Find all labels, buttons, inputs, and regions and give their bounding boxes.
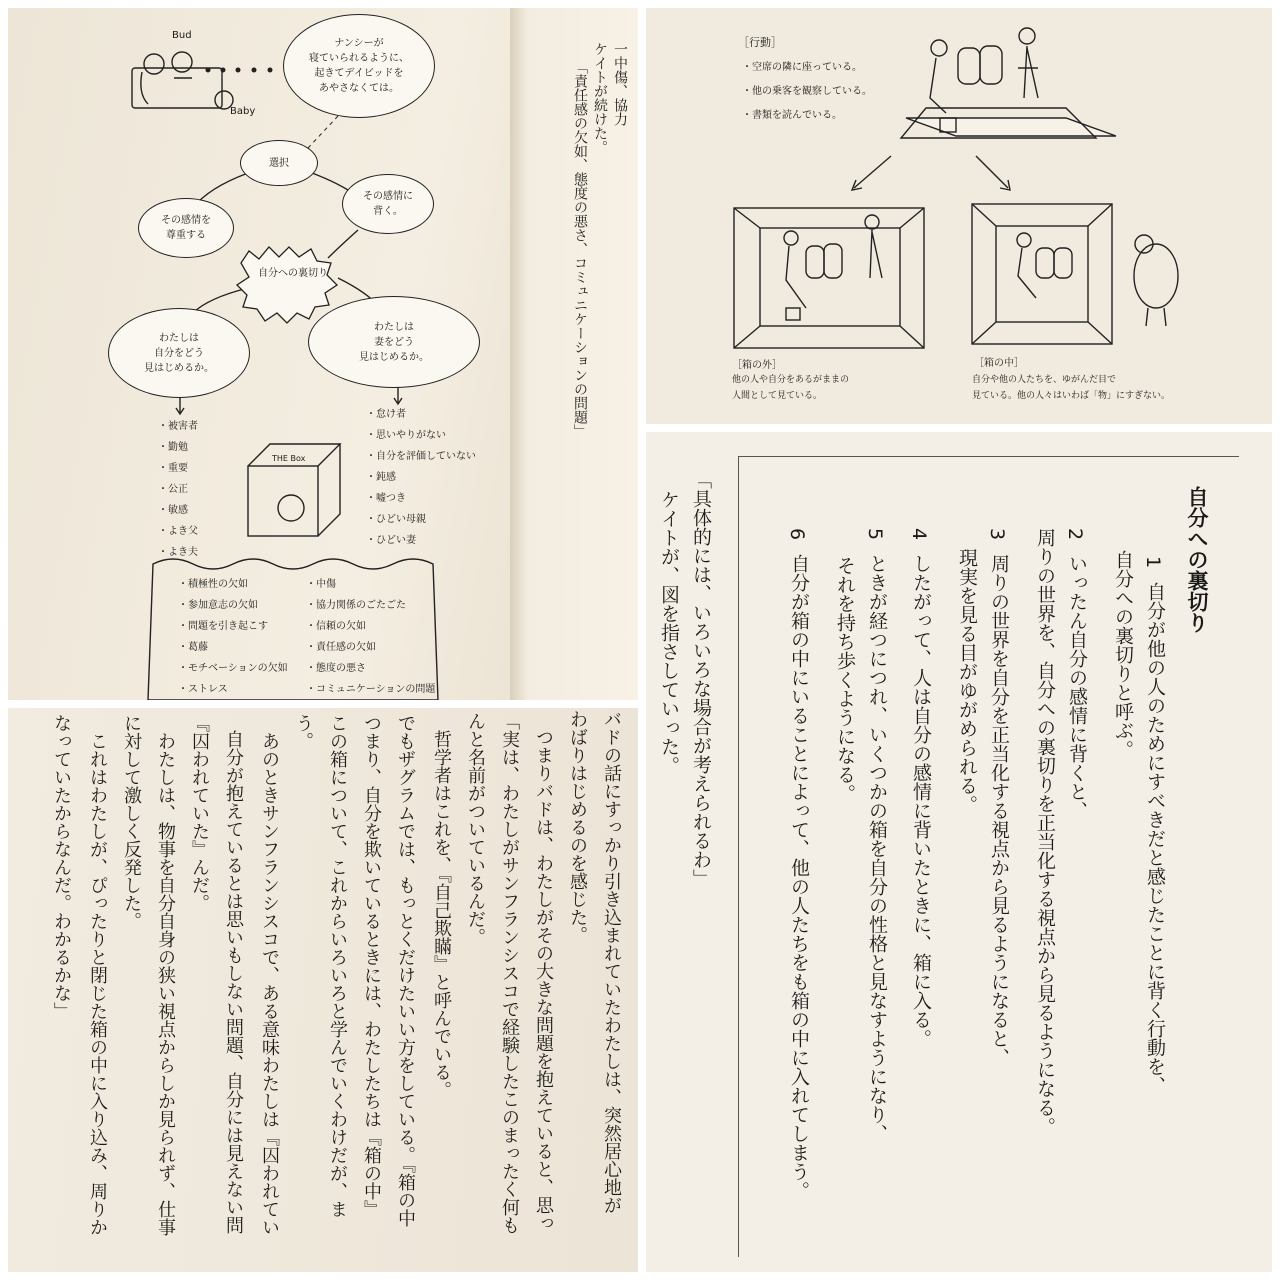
respect-bubble: その感情を 尊重する [138, 198, 234, 258]
body-line-10: う。 [293, 714, 314, 750]
facing-page [510, 8, 638, 700]
summary-item-2-cont: 周りの世界を、自分への裏切りを正当化する視点から見るようになる。 [1034, 528, 1056, 1136]
facing-line-3: 「責任感の欠如、態度の悪さ、コミュニケーションの問題」 [572, 60, 588, 438]
summary-item-1-num: 1 [1142, 556, 1164, 569]
inside-box-caption-1: 自分や他の人たちを、ゆがんだ目で [972, 375, 1117, 385]
body-line-6: 哲学者はこれを、『自己欺瞞』と呼んでいる。 [431, 730, 452, 1099]
body-line-17: なっていたからなんだ。わかるかな」 [51, 714, 72, 1020]
body-line-1: バドの話にすっかり引き込まれていたわたしは、突然居心地が [601, 710, 622, 1214]
summary-item-4: したがって、人は自分の感情に背いたときに、箱に入る。 [910, 554, 932, 1048]
body-line-8: つまり、自分を欺いているときには、わたしたちは『箱の中』 [361, 714, 382, 1218]
body-line-3: つまりバドは、わたしがその大きな問題を抱えていると、思っ [533, 728, 554, 1232]
summary-item-6: 自分が箱の中にいることによって、他の人たちをも箱の中に入れてしまう。 [788, 554, 810, 1200]
betray-bubble: その感情に 背く。 [342, 174, 434, 234]
box-label: THE Box [272, 454, 306, 463]
dashed-connector [308, 116, 338, 148]
body-line-11: あのときサンフランシスコで、ある意味わたしは『囚われてい [259, 732, 280, 1236]
kate-narration: ケイトが、図を指さしていった。 [658, 490, 680, 775]
body-line-14: わたしは、物事を自分自身の狭い視点からしか見られず、仕事 [155, 732, 176, 1236]
photo-body-text-page [8, 708, 638, 1272]
problems-left-list: ・積極性の欠如 ・参加意志の欠如 ・問題を引き起こす ・葛藤 ・モチベーションの欠如 ・ストレス [178, 579, 288, 695]
action-heading: ［行動］ [738, 36, 782, 49]
outside-box-title: ［箱の外］ [732, 360, 782, 371]
outside-box-caption-2: 人間として見ている。 [732, 391, 823, 401]
summary-item-1: 自分が他の人のためにすべきだと感じたことに背く行動を、 [1144, 582, 1166, 1095]
see-self-bubble: わたしは 自分をどう 見はじめるか。 [108, 308, 250, 398]
body-line-12: 自分が抱えているとは思いもしない問題、自分には見えない問 [223, 730, 244, 1234]
photo-diagram-page [8, 8, 638, 700]
summary-item-5: ときが経つにつれ、いくつかの箱を自分の性格と見なすようになり、 [866, 554, 888, 1143]
photo-summary-page [646, 432, 1272, 1272]
thought-bubble: ナンシーが 寝ていられるように、 起きてデイビッドを あやさなくては。 [283, 14, 435, 118]
photo-seat-illustration [646, 8, 1272, 424]
summary-item-5-num: 5 [864, 528, 886, 541]
summary-item-2: いったん自分の感情に背くと、 [1066, 554, 1088, 820]
facing-line-1: 一中傷、協力 [612, 42, 628, 126]
outside-box-caption-1: 他の人や自分をあるがままの [732, 375, 850, 385]
wife-traits-list: ・怠け者 ・思いやりがない ・自分を評価していない ・鈍感 ・嘘つき ・ひどい母親 ・ひどい妻 [366, 409, 476, 546]
see-wife-bubble: わたしは 妻をどう 見はじめるか。 [308, 296, 480, 388]
action-list: ・空席の隣に座っている。 ・他の乗客を観察している。 ・書類を読んでいる。 [742, 62, 872, 121]
body-line-13: 『囚われていた』んだ。 [189, 714, 210, 912]
label-bud: Bud [172, 30, 192, 41]
summary-item-3-cont: 現実を見る目がゆがめられる。 [956, 548, 978, 814]
inside-box-caption-2: 見ている。他の人々はいわば「物」にすぎない。 [972, 391, 1171, 401]
problems-right-list: ・中傷 ・協力関係のごたごた ・信頼の欠如 ・責任感の欠如 ・態度の悪さ ・コミュニケーションの問題 [306, 579, 436, 695]
body-line-15: に対して激しく反発した。 [121, 714, 142, 930]
summary-item-1-cont: 自分への裏切りと呼ぶ。 [1112, 550, 1134, 759]
couple-illustration [132, 52, 233, 109]
facing-line-2: ケイトが続けた。 [592, 42, 608, 154]
body-line-4: 「実は、わたしがサンフランシスコで経験したこのまったく何も [499, 712, 520, 1234]
inside-box-title: ［箱の中］ [974, 358, 1024, 369]
body-line-16: これはわたしが、ぴったりと閉じた箱の中に入り込み、周りか [87, 732, 108, 1236]
kate-quote: 「具体的には、いろいろな場合が考えられるわ」 [690, 470, 712, 888]
summary-item-5-cont: それを持ち歩くようになる。 [834, 556, 856, 803]
summary-item-3: 周りの世界を自分を正当化する視点から見るようになると、 [988, 554, 1010, 1067]
summary-item-4-num: 4 [908, 528, 930, 541]
self-traits-list: ・被害者 ・勤勉 ・重要 ・公正 ・敏感 ・よき父 ・よき夫 [158, 421, 198, 558]
self-betrayal-label: 自分への裏切り [258, 268, 328, 279]
label-baby: Baby [230, 106, 256, 117]
summary-item-2-num: 2 [1064, 528, 1086, 541]
body-line-9: この箱について、これからいろいろと学んでいくわけだが、ま [327, 714, 348, 1218]
burst-shape [237, 247, 337, 323]
summary-item-6-num: 6 [786, 528, 808, 541]
summary-item-3-num: 3 [986, 528, 1008, 541]
body-line-5: んと名前がついているんだ。 [465, 712, 486, 946]
summary-title: 自分への裏切り [1185, 486, 1209, 633]
body-line-7: でもザグラムでは、もっとくだけたいい方をしている。『箱の中 [395, 714, 416, 1227]
body-line-2: わばりはじめるのを感じた。 [567, 710, 588, 944]
choice-bubble: 選択 [240, 140, 318, 186]
